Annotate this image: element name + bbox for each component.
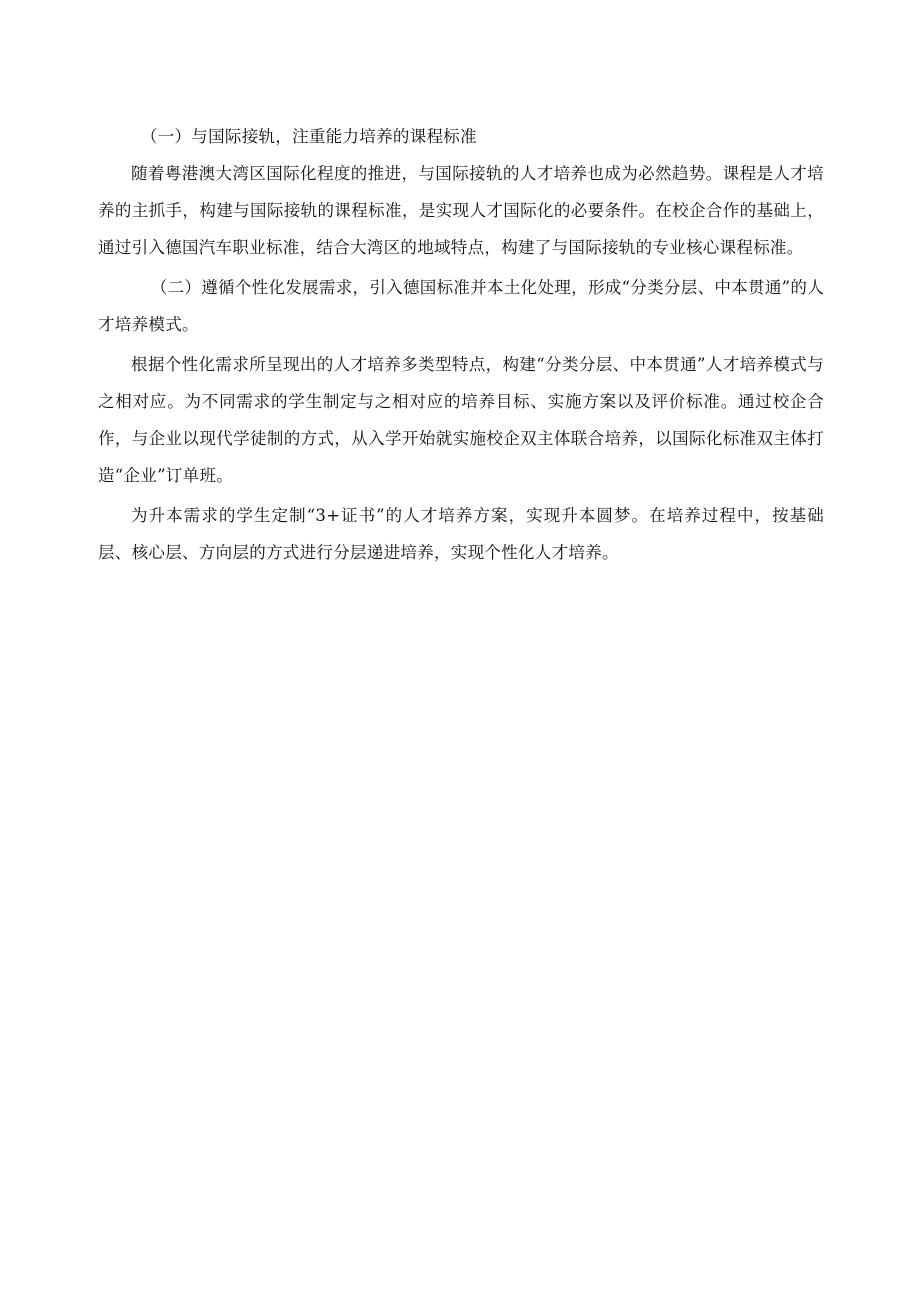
section-heading-1: （一）与国际接轨，注重能力培养的课程标准	[140, 127, 477, 146]
section-2-paragraph-2: 为升本需求的学生定制“3+证书”的人才培养方案，实现升本圆梦。在培养过程中，按基础层、核心层、方向层的方式进行分层递进培养，实现个性化人才培养。	[98, 506, 824, 562]
section-heading-2: （二）遵循个性化发展需求，引入德国标准并本土化处理，形成“分类分层、中本贯通”的人才培养模式。	[98, 278, 824, 334]
document-body	[98, 118, 824, 571]
section-1-paragraph: 随着粤港澳大湾区国际化程度的推进，与国际接轨的人才培养也成为必然趋势。课程是人才培养的主抓手，构建与国际接轨的课程标准，是实现人才国际化的必要条件。在校企合作的基础上，通过引入德国汽车职业标准，结合大湾区的地域特点，构建了与国际接轨的专业核心课程标准。	[98, 164, 824, 257]
section-2-paragraph-1: 根据个性化需求所呈现出的人才培养多类型特点，构建“分类分层、中本贯通”人才培养模式与之相对应。为不同需求的学生制定与之相对应的培养目标、实施方案以及评价标准。通过校企合作，与企业以现代学徒制的方式，从入学开始就实施校企双主体联合培养，以国际化标准双主体打造“企业”订单班。	[98, 355, 824, 485]
